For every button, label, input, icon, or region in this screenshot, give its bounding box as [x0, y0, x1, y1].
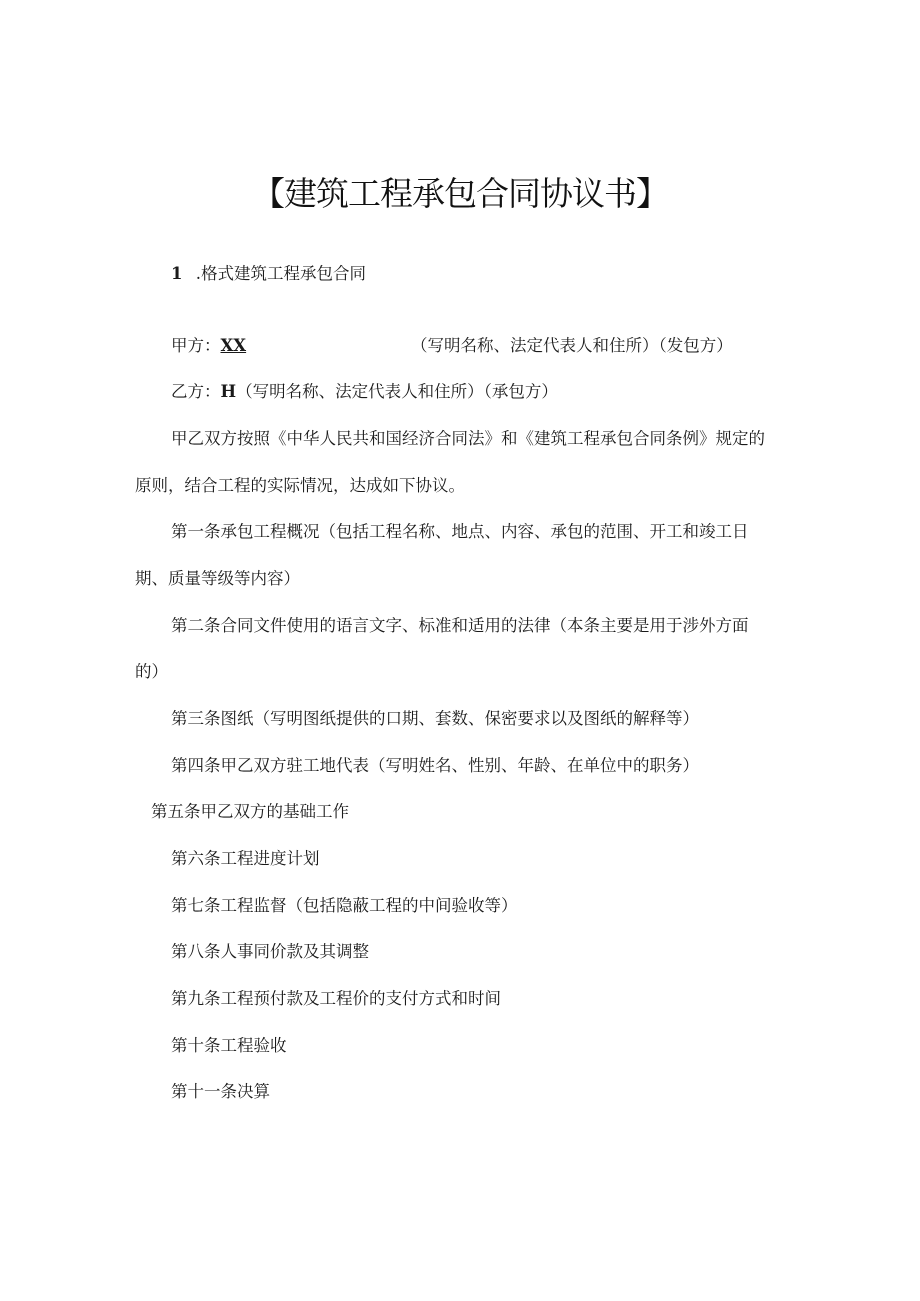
- section-number: 1: [171, 264, 183, 283]
- article-2-line-1: 第二条合同文件使用的语言文字、标准和适用的法律（本条主要是用于涉外方面: [171, 616, 749, 635]
- party-a-note: （写明名称、法定代表人和住所）（发包方）: [411, 336, 733, 355]
- document-title: 【建筑工程承包合同协议书】: [252, 174, 668, 213]
- party-a-label: 甲方：: [171, 336, 221, 355]
- party-b-label: 乙方：: [171, 382, 221, 401]
- section-heading: [171, 262, 366, 286]
- article-2-line-2: 的）: [135, 662, 168, 681]
- article-1-line-2: 期、质量等级等内容）: [135, 569, 300, 588]
- preamble-line-2: 原则，结合工程的实际情况，达成如下协议。: [135, 476, 465, 495]
- article-6: 第六条工程进度计划: [171, 849, 320, 868]
- article-5: 第五条甲乙双方的基础工作: [151, 802, 349, 821]
- article-8: 第八条人事同价款及其调整: [171, 942, 369, 961]
- section-heading-text: .格式建筑工程承包合同: [195, 264, 366, 283]
- article-10: 第十条工程验收: [171, 1036, 287, 1055]
- article-7: 第七条工程监督（包括隐蔽工程的中间验收等）: [171, 896, 518, 915]
- article-3: 第三条图纸（写明图纸提供的口期、套数、保密要求以及图纸的解释等）: [171, 709, 699, 728]
- party-a-line: [171, 334, 246, 358]
- preamble-line-1: 甲乙双方按照《中华人民共和国经济合同法》和《建筑工程承包合同条例》规定的: [171, 429, 765, 448]
- party-a-name: XX: [220, 336, 247, 355]
- article-9: 第九条工程预付款及工程价的支付方式和时间: [171, 989, 501, 1008]
- party-b-name: H: [220, 382, 237, 401]
- party-b-line: [171, 380, 558, 404]
- article-11: 第十一条决算: [171, 1082, 270, 1101]
- article-4: 第四条甲乙双方驻工地代表（写明姓名、性别、年龄、在单位中的职务）: [171, 756, 699, 775]
- article-1-line-1: 第一条承包工程概况（包括工程名称、地点、内容、承包的范围、开工和竣工日: [171, 522, 749, 541]
- party-b-note: （写明名称、法定代表人和住所）（承包方）: [236, 382, 558, 401]
